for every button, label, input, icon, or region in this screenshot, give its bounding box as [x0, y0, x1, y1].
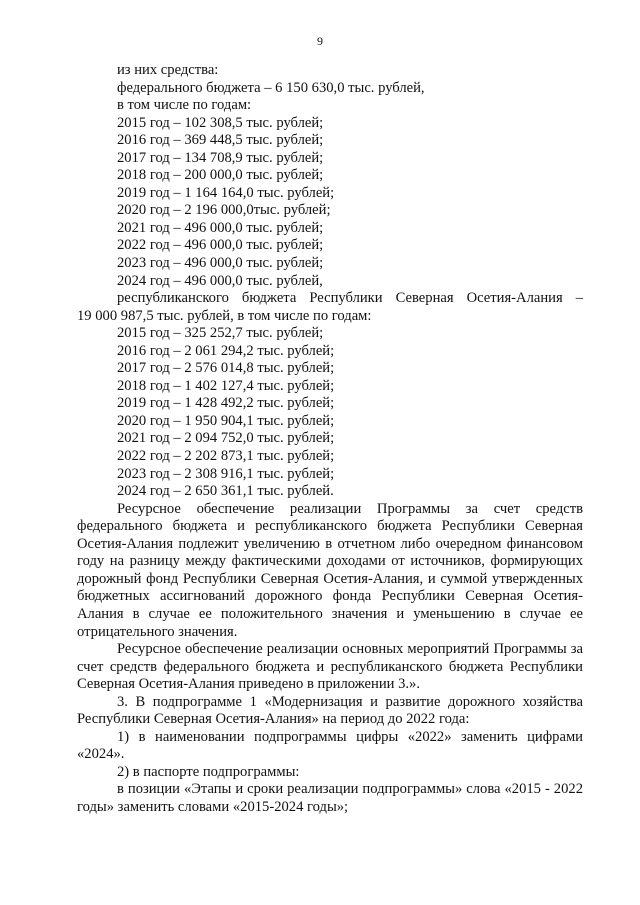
republic-year-item: 2021 год – 2 094 752,0 тыс. рублей; — [117, 430, 335, 447]
republic-year-item: 2020 год – 1 950 904,1 тыс. рублей; — [117, 412, 335, 429]
federal-year-item: 2023 год – 496 000,0 тыс. рублей; — [117, 255, 324, 272]
resource-increase-paragraph: Ресурсное обеспечение реализации Программы за счет средств федерального бюджета и республиканского бюджета Республики Северная Осетия-Алания подлежит увеличению в отчетном либо очередном финансовом году на разницу между фактическими доходами от источников, формирующих дорожный фонд Республики Северная Осетия-Алания, и суммой утвержденных бюджетных ассигнований дорожного фонда Республики Северная Осетия-Алания в случае ее положительного значения и уменьшению в случае ее отрицательного значения. — [77, 500, 583, 640]
republic-year-item: 2022 год – 2 202 873,1 тыс. рублей; — [117, 448, 335, 465]
item-3-paragraph: 3. В подпрограмме 1 «Модернизация и развитие дорожного хозяйства Республики Северная Осетия-Алания» на период до 2022 года: — [77, 693, 583, 728]
federal-by-years-label: в том числе по годам: — [117, 97, 252, 114]
republic-years-list — [77, 325, 583, 500]
item-3-1-paragraph: 1) в наименовании подпрограммы цифры «2022» заменить цифрами «2024». — [77, 728, 583, 763]
federal-budget-total: федерального бюджета – 6 150 630,0 тыс. рублей, — [117, 79, 425, 96]
republic-budget-total-line1: республиканского бюджета Республики Северная Осетия-Алания – — [117, 290, 583, 307]
republic-year-item: 2019 год – 1 428 492,2 тыс. рублей; — [117, 395, 335, 412]
federal-year-item: 2020 год – 2 196 000,0тыс. рублей; — [117, 202, 331, 219]
funding-intro: из них средства: — [117, 62, 219, 78]
republic-year-item: 2023 год – 2 308 916,1 тыс. рублей; — [117, 465, 335, 482]
page-number: 9 — [317, 34, 323, 48]
federal-year-item: 2019 год – 1 164 164,0 тыс. рублей; — [117, 184, 335, 201]
federal-year-item: 2021 год – 496 000,0 тыс. рублей; — [117, 219, 324, 236]
federal-year-item: 2015 год – 102 308,5 тыс. рублей; — [117, 114, 324, 131]
item-3-2-paragraph: 2) в паспорте подпрограммы: — [117, 763, 300, 780]
federal-year-item: 2022 год – 496 000,0 тыс. рублей; — [117, 237, 324, 254]
federal-years-list — [77, 115, 583, 290]
republic-year-item: 2024 год – 2 650 361,1 тыс. рублей. — [117, 483, 334, 500]
federal-year-item: 2017 год – 134 708,9 тыс. рублей; — [117, 149, 324, 166]
republic-year-item: 2015 год – 325 252,7 тыс. рублей; — [117, 325, 324, 342]
federal-year-item: 2016 год – 369 448,5 тыс. рублей; — [117, 132, 324, 149]
republic-year-item: 2018 год – 1 402 127,4 тыс. рублей; — [117, 377, 335, 394]
republic-year-item: 2016 год – 2 061 294,2 тыс. рублей; — [117, 342, 335, 359]
republic-year-item: 2017 год – 2 576 014,8 тыс. рублей; — [117, 360, 335, 377]
item-3-2-position-paragraph: в позиции «Этапы и сроки реализации подпрограммы» слова «2015 - 2022 годы» заменить словами «2015-2024 годы»; — [77, 781, 583, 815]
document-body — [77, 62, 583, 817]
resource-appendix-paragraph: Ресурсное обеспечение реализации основных мероприятий Программы за счет средств федерального бюджета и республиканского бюджета Республики Северная Осетия-Алания приведено в приложении 3.». — [77, 641, 583, 693]
republic-budget-total-line2: 19 000 987,5 тыс. рублей, в том числе по годам: — [77, 307, 372, 324]
federal-year-item: 2018 год – 200 000,0 тыс. рублей; — [117, 167, 324, 184]
federal-year-item: 2024 год – 496 000,0 тыс. рублей, — [117, 272, 323, 289]
